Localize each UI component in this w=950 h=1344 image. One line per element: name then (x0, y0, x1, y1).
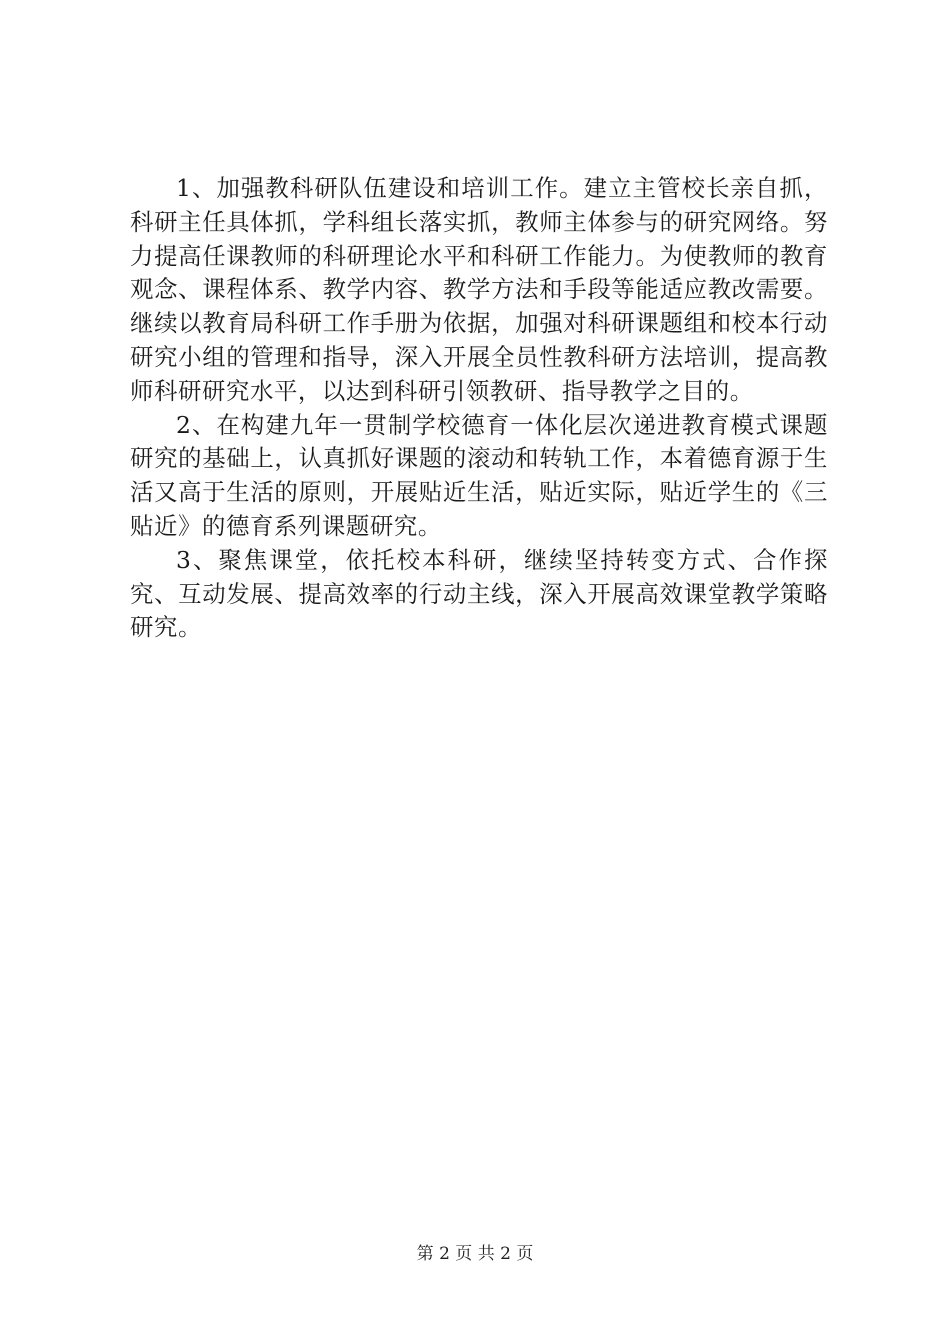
page-footer (0, 1243, 950, 1265)
paragraph-2: 2、在构建九年一贯制学校德育一体化层次递进教育模式课题研究的基础上，认真抓好课题的滚动和转轨工作，本着德育源于生活又高于生活的原则，开展贴近生活，贴近实际，贴近学生的《三贴近》的德育系列课题研究。 (130, 410, 828, 540)
page-number-label: 第 2 页 共 2 页 (416, 1244, 534, 1264)
document-body (130, 172, 828, 645)
paragraph-1: 1、加强教科研队伍建设和培训工作。建立主管校长亲自抓，科研主任具体抓，学科组长落实抓，教师主体参与的研究网络。努力提高任课教师的科研理论水平和科研工作能力。为使教师的教育观念、课程体系、教学内容、教学方法和手段等能适应教改需要。继续以教育局科研工作手册为依据，加强对科研课题组和校本行动研究小组的管理和指导，深入开展全员性教科研方法培训，提高教师科研研究水平，以达到科研引领教研、指导教学之目的。 (130, 174, 828, 405)
paragraph-3: 3、聚焦课堂，依托校本科研，继续坚持转变方式、合作探究、互动发展、提高效率的行动主线，深入开展高效课堂教学策略研究。 (130, 545, 828, 642)
